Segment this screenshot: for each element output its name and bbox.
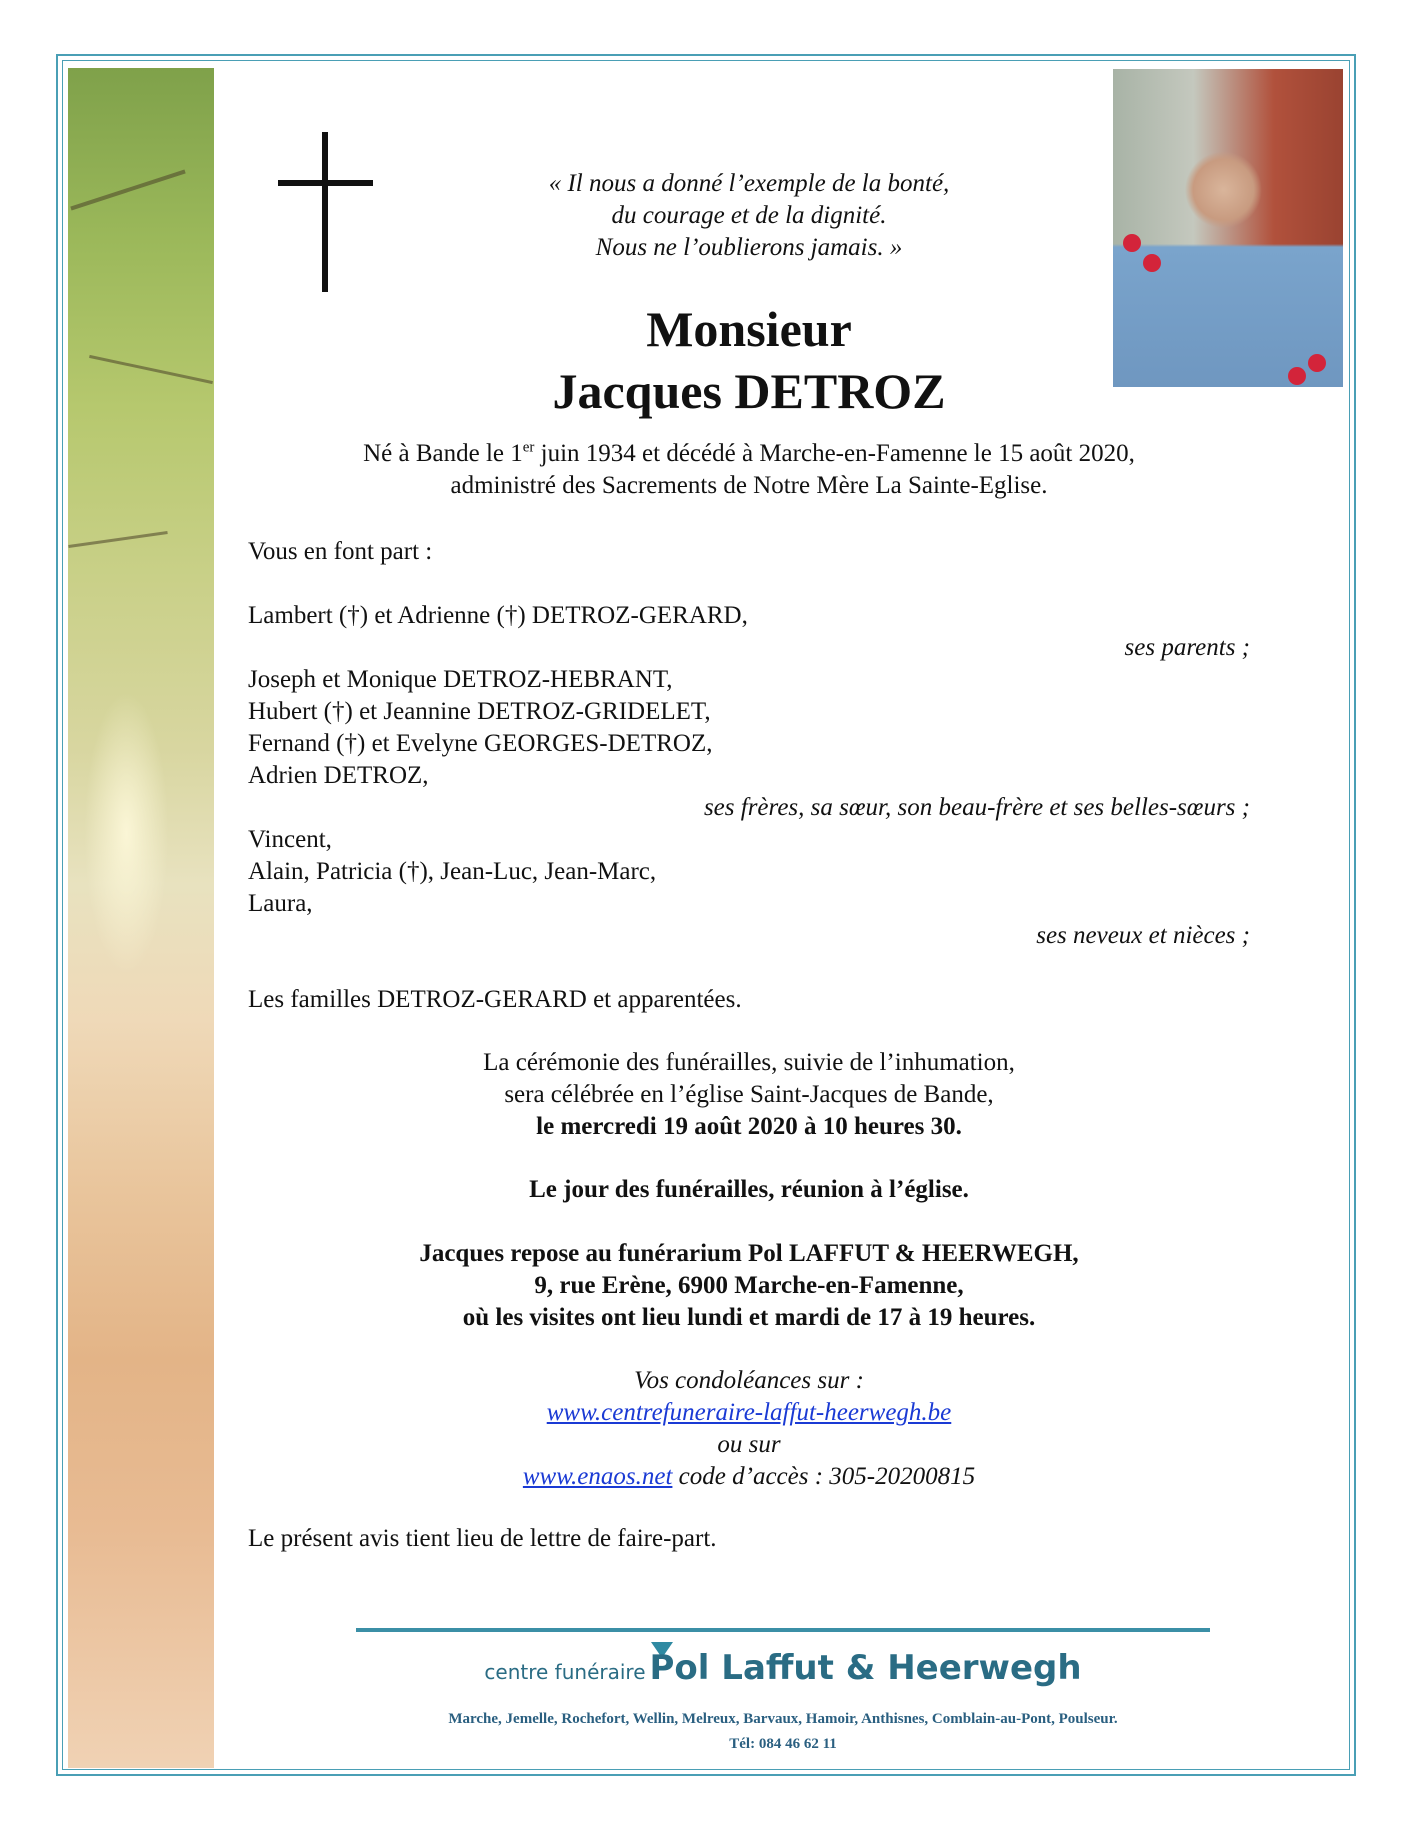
brand-small-text: centre funéraire xyxy=(484,1660,646,1684)
ceremony-info xyxy=(214,1047,1284,1143)
quote-line: « Il nous a donné l’exemple de la bonté, xyxy=(548,170,950,197)
family-name-line: Fernand (†) et Evelyne GEORGES-DETROZ, xyxy=(248,730,713,757)
ceremony-line: sera célébrée en l’église Saint-Jacques de Bande, xyxy=(504,1081,994,1108)
quote-line: du courage et de la dignité. xyxy=(611,202,887,229)
funeral-home-logo xyxy=(356,1648,1210,1688)
family-name-line: Vincent, xyxy=(248,826,332,853)
funerarium-line: 9, rue Erène, 6900 Marche-en-Famenne, xyxy=(534,1272,964,1299)
brand-name: Pol Laffut & Heerwegh xyxy=(649,1648,1082,1688)
condolences-block xyxy=(214,1365,1284,1493)
deceased-name xyxy=(214,298,1284,422)
siblings-group xyxy=(248,664,1250,824)
announce-text: Vous en font part : xyxy=(248,538,433,565)
ceremony-date: le mercredi 19 août 2020 à 10 heures 30. xyxy=(536,1113,962,1140)
forest-path-image xyxy=(68,68,214,1768)
birth-death-info xyxy=(214,438,1284,502)
condolences-link-enaos[interactable]: www.enaos.net xyxy=(522,1463,673,1490)
sacraments-line: administré des Sacrements de Notre Mère La Sainte-Eglise. xyxy=(450,472,1048,499)
quote-line: Nous ne l’oublierons jamais. » xyxy=(595,234,903,261)
footer-towns: Marche, Jemelle, Rochefort, Wellin, Melreux, Barvaux, Hamoir, Anthisnes, Comblain-au-Pont, Poulseur. xyxy=(448,1711,1118,1727)
born-superscript: er xyxy=(522,439,535,456)
ceremony-line: La cérémonie des funérailles, suivie de l’inhumation, xyxy=(483,1049,1015,1076)
footer-phone: Tél: 084 46 62 11 xyxy=(729,1736,837,1752)
relation-label: ses parents ; xyxy=(1124,634,1250,661)
condolences-link-laffut[interactable]: www.centrefuneraire-laffut-heerwegh.be xyxy=(546,1399,952,1426)
born-text-b: juin 1934 et décédé à Marche-en-Famenne le 15 août 2020, xyxy=(534,440,1135,467)
funerarium-info xyxy=(214,1238,1284,1334)
family-name-line: Alain, Patricia (†), Jean-Luc, Jean-Marc, xyxy=(248,858,657,885)
families-text: Les familles DETROZ-GERARD et apparentées. xyxy=(248,986,742,1013)
family-name-line: Hubert (†) et Jeannine DETROZ-GRIDELET, xyxy=(248,698,711,725)
family-name-line: Lambert (†) et Adrienne (†) DETROZ-GERARD, xyxy=(248,602,748,629)
meeting-text: Le jour des funérailles, réunion à l’église. xyxy=(529,1176,969,1203)
footer-rule xyxy=(356,1628,1210,1632)
family-name-line: Joseph et Monique DETROZ-HEBRANT, xyxy=(248,666,673,693)
born-text-a: Né à Bande le 1 xyxy=(363,440,523,467)
relation-label: ses neveux et nièces ; xyxy=(1036,922,1250,949)
funeral-home-footer xyxy=(356,1628,1210,1752)
funerarium-line: où les visites ont lieu lundi et mardi de 17 à 19 heures. xyxy=(462,1304,1036,1331)
relation-label: ses frères, sa sœur, son beau-frère et ses belles-sœurs ; xyxy=(703,794,1250,821)
epigraph-quote xyxy=(214,168,1284,264)
funerarium-line: Jacques repose au funérarium Pol LAFFUT & HEERWEGH, xyxy=(419,1240,1079,1267)
family-name-line: Laura, xyxy=(248,890,313,917)
condolences-intro: Vos condoléances sur : xyxy=(634,1367,864,1394)
family-name-line: Adrien DETROZ, xyxy=(248,762,429,789)
access-code: code d’accès : 305-20200815 xyxy=(672,1463,976,1490)
closing-text: Le présent avis tient lieu de lettre de faire-part. xyxy=(248,1525,717,1552)
condolences-or: ou sur xyxy=(717,1431,781,1458)
parents-group xyxy=(248,600,1250,664)
title-fullname: Jacques DETROZ xyxy=(552,363,946,419)
title-honorific: Monsieur xyxy=(646,301,852,357)
nephews-group xyxy=(248,824,1250,952)
